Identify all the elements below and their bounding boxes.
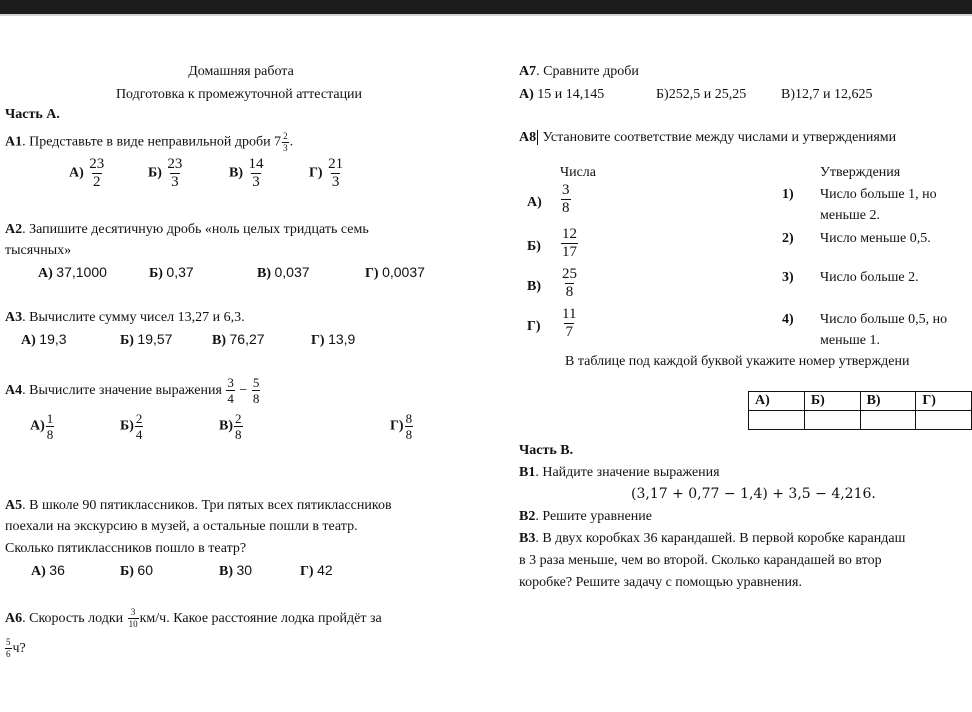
a8-number-d: Г) xyxy=(527,319,541,334)
a5-option-d[interactable]: Г) 42 xyxy=(300,562,333,579)
text-cursor xyxy=(537,130,538,145)
document-title: Домашняя работа xyxy=(188,64,294,79)
a8-statement-2: Число меньше 0,5. xyxy=(820,231,931,246)
document-subtitle: Подготовка к промежуточной аттестации xyxy=(115,87,363,102)
answer-header-b: Б) xyxy=(804,392,860,411)
a4-option-d[interactable]: Г) $\frac{8}{8}$ xyxy=(390,411,413,442)
a8-number-c: В) xyxy=(527,279,541,294)
answer-cell-d[interactable] xyxy=(916,411,972,430)
a7-option-b[interactable]: Б)252,5 и 25,25 xyxy=(656,87,747,102)
a8-statement-1-line2: меньше 2. xyxy=(820,208,880,223)
a8-statement-4: Число больше 0,5, но xyxy=(820,312,948,327)
task-a2: А2. Запишите десятичную дробь «ноль целых тридцать семь xyxy=(5,222,369,237)
a8-statement-4-line2: меньше 1. xyxy=(820,333,880,348)
a8-instruction: В таблице под каждой буквой укажите номер утверждени xyxy=(565,354,910,369)
top-divider xyxy=(0,14,972,16)
a5-option-a[interactable]: А) 36 xyxy=(31,562,65,579)
answer-header-c: В) xyxy=(860,392,916,411)
task-b1-expression: (3,17 + 0,77 − 1,4) + 3,5 − 4,216. xyxy=(631,486,876,502)
a4-option-b[interactable]: Б) $\frac{2}{4}$ xyxy=(120,411,143,442)
a3-option-c[interactable]: В) 76,27 xyxy=(212,331,265,348)
a1-option-d[interactable]: Г) $\frac{21}{3}$ xyxy=(309,156,344,190)
task-b3: В3. В двух коробках 36 карандашей. В первой коробке карандаш xyxy=(519,531,906,546)
answer-header-d: Г) xyxy=(916,392,972,411)
a2-option-d[interactable]: Г) 0,0037 xyxy=(365,264,425,281)
task-b2: В2. Решите уравнение xyxy=(519,509,652,524)
a8-statement-3-num: 3) xyxy=(782,270,794,285)
a4-option-a[interactable]: А) $\frac{1}{8}$ xyxy=(30,411,54,442)
a2-option-a[interactable]: А) 37,1000 xyxy=(38,264,107,281)
a2-option-b[interactable]: Б) 0,37 xyxy=(149,264,194,281)
answer-cell-c[interactable] xyxy=(860,411,916,430)
a5-option-b[interactable]: Б) 60 xyxy=(120,562,153,579)
task-a6: А6. Скорость лодки $\frac{3}{10}$ км/ч. Какое расстояние лодка пройдёт за xyxy=(5,607,382,630)
a8-statement-3: Число больше 2. xyxy=(820,270,919,285)
a3-option-b[interactable]: Б) 19,57 xyxy=(120,331,173,348)
a8-statements-header: Утверждения xyxy=(820,165,901,180)
task-a7: А7. Сравните дроби xyxy=(519,64,639,79)
a1-option-b[interactable]: Б) $\frac{23}{3}$ xyxy=(148,156,183,190)
a8-statement-1-num: 1) xyxy=(782,187,794,202)
a1-option-c[interactable]: В) $\frac{14}{3}$ xyxy=(229,156,264,190)
a8-number-b-fraction: $\frac{12}{17}$ xyxy=(562,226,577,260)
task-b3-line2: в 3 раза меньше, чем во второй. Сколько карандашей во втор xyxy=(519,553,882,568)
a8-statement-1: Число больше 1, но xyxy=(820,187,937,202)
a8-number-a-fraction: $\frac{3}{8}$ xyxy=(562,182,570,216)
a8-number-d-fraction: $\frac{11}{7}$ xyxy=(562,306,577,340)
answer-header-a: А) xyxy=(749,392,805,411)
a5-option-c[interactable]: В) 30 xyxy=(219,562,253,579)
task-a4: А4. Вычислите значение выражения $\frac{3}{4}$ − $\frac{5}{8}$ xyxy=(5,375,260,407)
mixed-fraction: $\frac{2}{3}$ xyxy=(283,131,288,153)
task-a5-line3: Сколько пятиклассников пошло в театр? xyxy=(5,541,247,556)
a8-answer-table xyxy=(748,391,972,430)
a7-option-a[interactable]: А) 15 и 14,145 xyxy=(519,87,605,102)
task-a5: А5. В школе 90 пятиклассников. Три пятых всех пятиклассников xyxy=(5,498,392,513)
a8-number-b: Б) xyxy=(527,239,541,254)
a8-statement-2-num: 2) xyxy=(782,231,794,246)
task-b1: В1. Найдите значение выражения xyxy=(519,465,720,480)
a1-option-a[interactable]: А) $\frac{23}{2}$ xyxy=(69,156,105,190)
a4-option-c[interactable]: В) $\frac{2}{8}$ xyxy=(219,411,242,442)
a3-option-d[interactable]: Г) 13,9 xyxy=(311,331,356,348)
answer-cell-a[interactable] xyxy=(749,411,805,430)
a7-option-c[interactable]: В)12,7 и 12,625 xyxy=(781,87,873,102)
a8-statement-4-num: 4) xyxy=(782,312,794,327)
window-top-bar xyxy=(0,0,972,14)
a3-option-a[interactable]: А) 19,3 xyxy=(21,331,67,348)
task-a5-line2: поехали на экскурсию в музей, а остальные пошли в театр. xyxy=(5,519,358,534)
part-a-heading: Часть А. xyxy=(5,107,60,122)
task-a8: А8 Установите соответствие между числами и утверждениями xyxy=(519,130,897,145)
task-b3-line3: коробке? Решите задачу с помощью уравнения. xyxy=(519,575,802,590)
task-a2-line2: тысячных» xyxy=(5,243,72,258)
task-a3: А3. Вычислите сумму чисел 13,27 и 6,3. xyxy=(5,310,245,325)
task-a6-line2: $\frac{5}{6}$ ч? xyxy=(6,637,26,660)
a8-numbers-header: Числа xyxy=(560,165,597,180)
a8-number-c-fraction: $\frac{25}{8}$ xyxy=(562,266,577,300)
a8-number-a: А) xyxy=(527,195,542,210)
part-b-heading: Часть В. xyxy=(519,443,574,458)
task-a1: А1. Представьте в виде неправильной дроби 7 $\frac{2}{3}$ . xyxy=(5,131,294,153)
a2-option-c[interactable]: В) 0,037 xyxy=(257,264,310,281)
answer-cell-b[interactable] xyxy=(804,411,860,430)
